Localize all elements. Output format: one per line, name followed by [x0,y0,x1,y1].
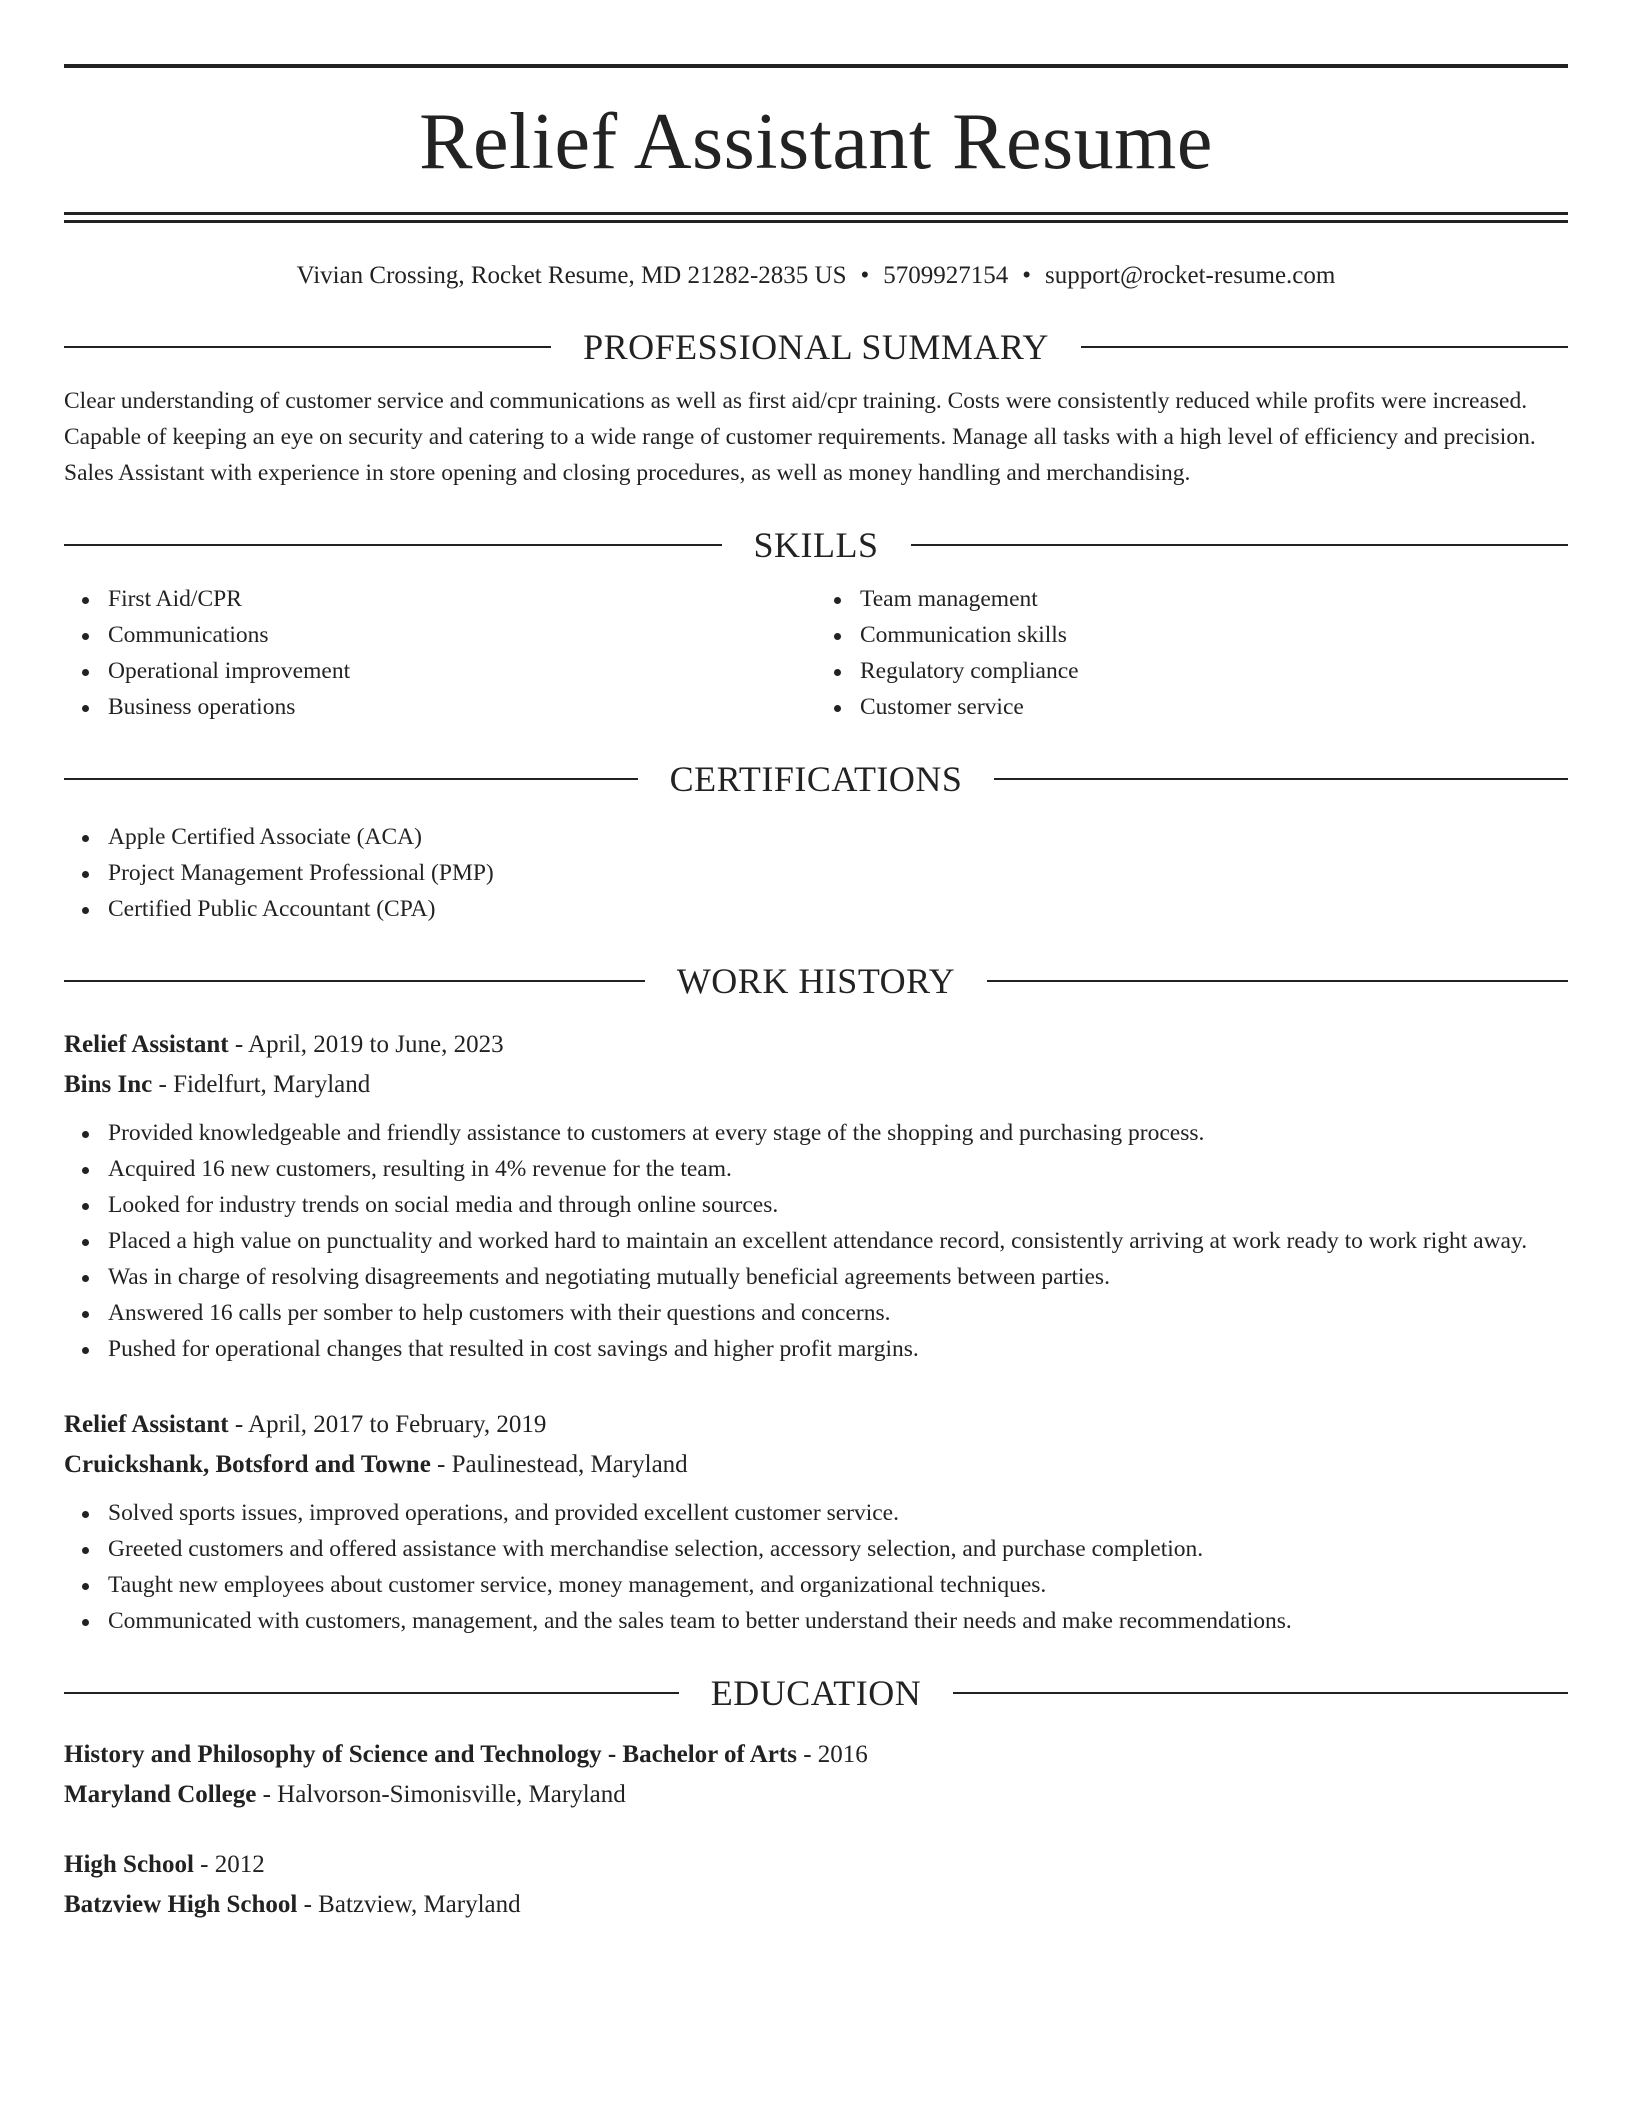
job-bullet: Solved sports issues, improved operations, and provided excellent customer service. [108,1495,1568,1531]
skills-section-heading [64,521,1568,569]
contact-email: support@rocket-resume.com [1045,262,1336,289]
work-heading: WORK HISTORY [676,961,956,1001]
education-location: Batzview, Maryland [318,1891,521,1918]
heading-rule-right [994,778,1568,780]
education-heading: EDUCATION [710,1673,922,1713]
skill-item: Operational improvement [108,653,816,689]
job-bullet: Taught new employees about customer service, money management, and organizational techniques. [108,1567,1568,1603]
job-bullet: Answered 16 calls per somber to help customers with their questions and concerns. [108,1295,1568,1331]
skill-item: Communication skills [860,617,1568,653]
certification-item: Apple Certified Associate (ACA) [108,819,1568,855]
job-bullet: Looked for industry trends on social media and through online sources. [108,1187,1568,1223]
job-title-line: Relief Assistant - April, 2019 to June, 2023 [64,1031,504,1058]
education-degree: History and Philosophy of Science and Technology - Bachelor of Arts [64,1741,797,1768]
skill-item: Regulatory compliance [860,653,1568,689]
job-bullet: Communicated with customers, management, and the sales team to better understand their needs and make recommendations. [108,1603,1568,1639]
skill-item: Team management [860,581,1568,617]
job-company: Bins Inc [64,1071,153,1098]
work-section-heading [64,957,1568,1005]
job-bullets [64,1115,1568,1367]
job-title: Relief Assistant [64,1411,229,1438]
education-year: 2016 [817,1741,868,1768]
education-location: Halvorson-Simonisville, Maryland [277,1781,626,1808]
job-company-line: Bins Inc - Fidelfurt, Maryland [64,1071,371,1098]
skill-item: Customer service [860,689,1568,725]
education-school-line: Batzview High School - Batzview, Maryland [64,1891,521,1918]
job-bullet: Greeted customers and offered assistance with merchandise selection, accessory selection, and purchase completion. [108,1531,1568,1567]
education-school: Maryland College [64,1781,257,1808]
certification-item: Certified Public Accountant (CPA) [108,891,1568,927]
job-title: Relief Assistant [64,1031,229,1058]
job-bullet: Was in charge of resolving disagreements and negotiating mutually beneficial agreements between parties. [108,1259,1568,1295]
resume-title: Relief Assistant Resume [419,98,1213,186]
heading-rule-right [987,980,1568,982]
skills-list-left [64,581,816,725]
job-bullet: Acquired 16 new customers, resulting in 4% revenue for the team. [108,1151,1568,1187]
education-degree-line: High School - 2012 [64,1851,265,1878]
education-degree-line: History and Philosophy of Science and Technology - Bachelor of Arts - 2016 [64,1741,868,1768]
summary-heading: PROFESSIONAL SUMMARY [583,327,1049,367]
heading-rule-right [911,544,1569,546]
job-bullet: Provided knowledgeable and friendly assistance to customers at every stage of the shopping and purchasing process. [108,1115,1568,1151]
contact-separator: • [1022,262,1032,289]
job-dates: April, 2017 to February, 2019 [248,1411,547,1438]
skill-item: Communications [108,617,816,653]
heading-rule-right [1081,346,1568,348]
skill-item: First Aid/CPR [108,581,816,617]
contact-address: Vivian Crossing, Rocket Resume, MD 21282-2835 US [296,262,847,289]
skills-list-right [816,581,1568,725]
contact-line [64,259,1568,293]
education-school: Batzview High School [64,1891,298,1918]
skill-item: Business operations [108,689,816,725]
education-section-heading [64,1669,1568,1717]
heading-rule-left [64,346,551,348]
skills-heading: SKILLS [753,525,879,565]
certification-item: Project Management Professional (PMP) [108,855,1568,891]
resume-page [64,64,1568,1925]
certifications-heading: CERTIFICATIONS [669,759,963,799]
heading-rule-right [953,1692,1568,1694]
job-bullet: Pushed for operational changes that resulted in cost savings and higher profit margins. [108,1331,1568,1367]
certifications-section-heading [64,755,1568,803]
job-company-line: Cruickshank, Botsford and Towne - Paulinestead, Maryland [64,1451,688,1478]
job-title-line: Relief Assistant - April, 2017 to February, 2019 [64,1411,547,1438]
education-entry [64,1845,1568,1925]
contact-separator: • [860,262,870,289]
certifications-list [64,819,1568,927]
heading-rule-left [64,980,645,982]
skills-columns [64,581,1568,725]
job-company: Cruickshank, Botsford and Towne [64,1451,431,1478]
job-entry [64,1025,1568,1367]
heading-rule-left [64,544,722,546]
heading-rule-left [64,778,638,780]
contact-phone: 5709927154 [883,262,1009,289]
education-year: 2012 [214,1851,265,1878]
job-dates: April, 2019 to June, 2023 [248,1031,504,1058]
summary-section-heading [64,323,1568,371]
title-double-rule [64,212,1568,223]
job-entry [64,1405,1568,1639]
heading-rule-left [64,1692,679,1694]
job-bullet: Placed a high value on punctuality and worked hard to maintain an excellent attendance record, consistently arriving at work ready to work right away. [108,1223,1568,1259]
job-bullets [64,1495,1568,1639]
education-degree: High School [64,1851,194,1878]
education-school-line: Maryland College - Halvorson-Simonisville, Maryland [64,1781,626,1808]
job-location: Paulinestead, Maryland [451,1451,688,1478]
education-entry [64,1735,1568,1815]
job-location: Fidelfurt, Maryland [173,1071,371,1098]
summary-text: Clear understanding of customer service and communications as well as first aid/cpr training. Costs were consistently reduced while profits were increased. Capable of keeping an eye on security and catering to a wide range of customer requirements. Manage all tasks with a high level of efficiency and precision. Sales Assistant with experience in store opening and closing procedures, as well as money handling and merchandising. [64,388,1536,486]
